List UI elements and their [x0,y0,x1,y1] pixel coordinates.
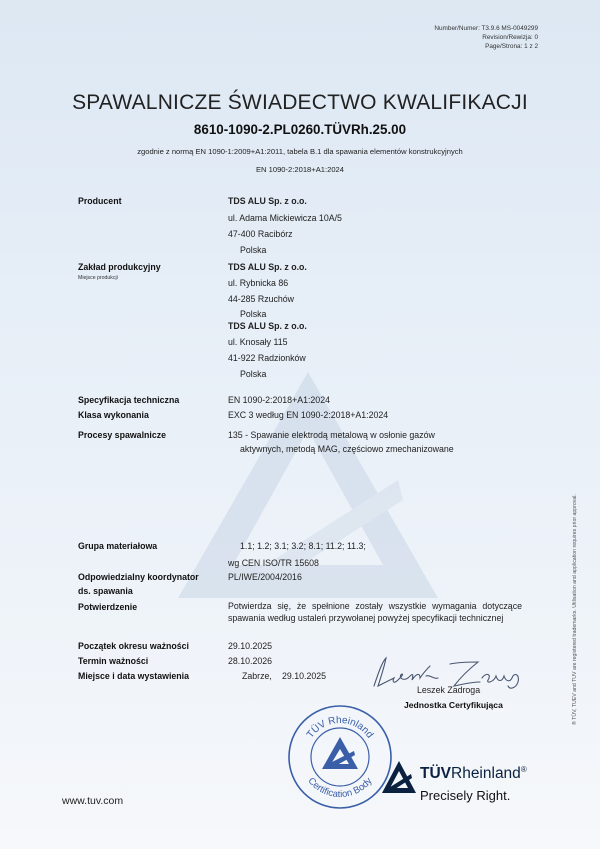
signer-role: Jednostka Certyfikująca [404,700,503,710]
document-page: Page/Strona: 1 z 2 [485,43,538,50]
plant-2-street: ul. Knosały 115 [228,337,288,347]
brand-logo-text [420,765,527,783]
plant-2-city: 41-922 Radzionków [228,353,306,363]
confirmation-label: Potwierdzenie [78,602,138,612]
brand-part1: TÜV [420,765,451,783]
producer-label: Producent [78,196,122,206]
svg-text:Certification Body [305,775,374,800]
brand-reg: ® [520,765,527,774]
welding-processes-line2: aktywnych, metodą MAG, częściowo zmechanizowane [240,444,454,454]
document-revision: Revision/Rewizja: 0 [482,34,538,41]
certificate-number: 8610-1090-2.PL0260.TÜVRh.25.00 [193,122,407,137]
signer-name: Leszek Zadroga [417,685,481,695]
validity-start-label: Początek okresu ważności [78,641,189,651]
plant-1-country: Polska [240,309,267,319]
plant-label: Zakład produkcyjny [78,262,161,272]
plant-1-street: ul. Rybnicka 86 [228,278,289,288]
document-number: Number/Numer: T3.9.6 MS-0049299 [434,25,538,32]
brand-part2: Rheinland [451,765,521,783]
technical-spec-label: Specyfikacja techniczna [78,395,180,405]
coordinator-label: Odpowiedzialny koordynator [78,572,199,582]
material-group-label: Grupa materiałowa [78,541,158,551]
stamp-text-top: TÜV Rheinland [304,714,376,741]
plant-1-name: TDS ALU Sp. z o.o. [228,262,307,272]
plant-1-city: 44-285 Rzuchów [228,294,295,304]
trademark-note: ® TÜV, TUEV and TUV are registered trademarks. Utilisation and application requires prior approval. [572,494,578,725]
validity-start-value: 29.10.2025 [228,641,273,651]
plant-2-country: Polska [240,369,267,379]
standard-basis-2: EN 1090-2:2018+A1:2024 [255,165,345,174]
issue-label: Miejsce i data wystawienia [78,671,189,681]
certification-body-stamp [286,703,394,811]
certificate-title: SPAWALNICZE ŚWIADECTWO KWALIFIKACJI [72,91,528,114]
material-group-line2: wg CEN ISO/TR 15608 [228,558,319,568]
coordinator-label-2: ds. spawania [78,586,133,596]
validity-end-value: 28.10.2026 [228,656,273,666]
coordinator-value: PL/IWE/2004/2016 [228,572,302,582]
tuv-triangle-icon [381,760,417,794]
technical-spec-value: EN 1090-2:2018+A1:2024 [228,395,330,405]
welding-processes-line1: 135 - Spawanie elektrodą metalową w osłonie gazów [228,430,435,440]
producer-country: Polska [240,245,267,255]
plant-sublabel: Miejsce produkcji [78,275,118,281]
issue-place: Zabrze, [242,671,272,681]
producer-street: ul. Adama Mickiewicza 10A/5 [228,213,342,223]
execution-class-label: Klasa wykonania [78,410,149,420]
plant-2-name: TDS ALU Sp. z o.o. [228,321,307,331]
execution-class-value: EXC 3 według EN 1090-2:2018+A1:2024 [228,410,389,420]
stamp-text-bottom: Certification Body [305,775,375,801]
standard-basis: zgodnie z normą EN 1090-1:2009+A1:2011, tabela B.1 dla spawania elementów konstrukcyjnych [137,147,463,156]
producer-name: TDS ALU Sp. z o.o. [228,196,307,206]
brand-tagline: Precisely Right. [420,788,511,803]
issue-date: 29.10.2025 [282,671,327,681]
producer-city: 47-400 Racibórz [228,229,293,239]
website-link[interactable]: www.tuv.com [62,795,124,807]
validity-end-label: Termin ważności [78,656,149,666]
welding-processes-label: Procesy spawalnicze [78,430,167,440]
material-group-line1: 1.1; 1.2; 3.1; 3.2; 8.1; 11.2; 11.3; [240,541,366,551]
document-meta [434,24,538,51]
confirmation-text: Potwierdza się, że spełnione zostały wszystkie wymagania dotyczące spawania według ustaleń przywołanej powyżej specyfikacji technicznej [228,601,522,623]
